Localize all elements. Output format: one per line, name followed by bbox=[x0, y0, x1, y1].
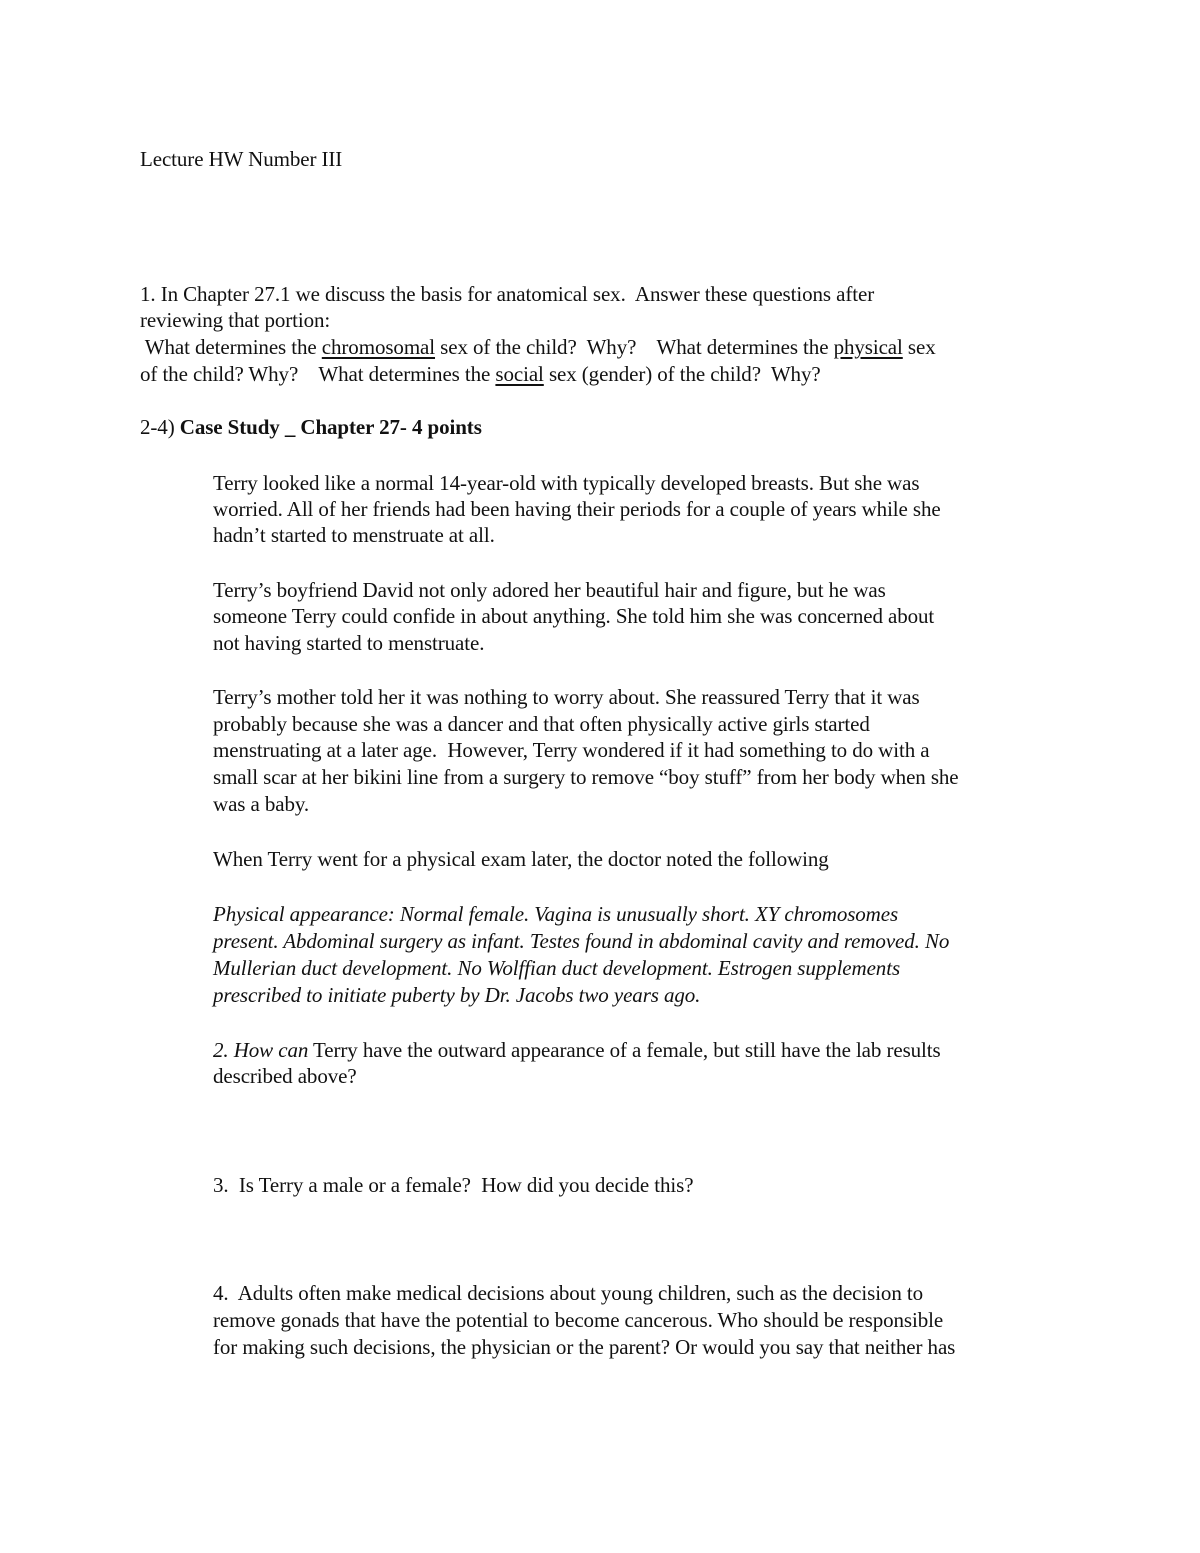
case-study-number: 2-4) bbox=[140, 415, 180, 439]
paragraph-1-line: Terry looked like a normal 14-year-old with typically developed breasts. But she was bbox=[213, 471, 920, 495]
q1-line4-text-a: of the child? Why? What determines the bbox=[140, 362, 496, 386]
social-underlined: social bbox=[495, 362, 544, 386]
paragraph-1-line: worried. All of her friends had been having their periods for a couple of years while she bbox=[213, 497, 941, 521]
question-1-line-3 bbox=[140, 334, 936, 360]
case-study-heading bbox=[140, 414, 482, 440]
question-1-line-1: 1. In Chapter 27.1 we discuss the basis for anatomical sex. Answer these questions after bbox=[140, 282, 875, 306]
doctor-notes-line: prescribed to initiate puberty by Dr. Jacobs two years ago. bbox=[213, 983, 701, 1007]
q1-line3-text-b: sex of the child? Why? What determines the bbox=[435, 335, 834, 359]
q1-line3-text-a: What determines the bbox=[140, 335, 322, 359]
question-4-line: 4. Adults often make medical decisions about young children, such as the decision to bbox=[213, 1281, 924, 1305]
paragraph-3-line: small scar at her bikini line from a surgery to remove “boy stuff” from her body when she bbox=[213, 765, 959, 789]
paragraph-3-line: menstruating at a later age. However, Terry wondered if it had something to do with a bbox=[213, 738, 930, 762]
paragraph-2-line: not having started to menstruate. bbox=[213, 631, 485, 655]
doctor-notes-line: present. Abdominal surgery as infant. Testes found in abdominal cavity and removed. No bbox=[213, 929, 950, 953]
paragraph-3-line: probably because she was a dancer and that often physically active girls started bbox=[213, 712, 870, 736]
document-title: Lecture HW Number III bbox=[140, 147, 343, 171]
paragraph-1-line: hadn’t started to menstruate at all. bbox=[213, 523, 495, 547]
chromosomal-underlined: chromosomal bbox=[321, 335, 436, 359]
q1-line3-text-c: sex bbox=[902, 335, 936, 359]
question-2-text: Terry have the outward appearance of a female, but still have the lab results bbox=[308, 1038, 941, 1062]
paragraph-4: When Terry went for a physical exam later, the doctor noted the following bbox=[213, 847, 829, 871]
physical-underlined: physical bbox=[833, 335, 903, 359]
question-4-line: for making such decisions, the physician or the parent? Or would you say that neither has bbox=[213, 1335, 956, 1359]
doctor-notes-line: Mullerian duct development. No Wolffian duct development. Estrogen supplements bbox=[213, 956, 901, 980]
paragraph-2-line: Terry’s boyfriend David not only adored her beautiful hair and figure, but he was bbox=[213, 578, 886, 602]
doctor-notes-line: Physical appearance: Normal female. Vagina is unusually short. XY chromosomes bbox=[213, 902, 899, 926]
question-2-italic: 2. How can bbox=[213, 1038, 309, 1062]
case-study-title: Case Study _ Chapter 27- 4 points bbox=[179, 415, 482, 439]
question-1-line-4 bbox=[140, 361, 821, 387]
q1-line4-text-b: sex (gender) of the child? Why? bbox=[543, 362, 821, 386]
question-2-line-1 bbox=[213, 1037, 941, 1063]
question-3: 3. Is Terry a male or a female? How did you decide this? bbox=[213, 1173, 694, 1197]
paragraph-2-line: someone Terry could confide in about anything. She told him she was concerned about bbox=[213, 604, 935, 628]
question-2-line-2: described above? bbox=[213, 1064, 357, 1088]
paragraph-3-line: Terry’s mother told her it was nothing to worry about. She reassured Terry that it was bbox=[213, 685, 920, 709]
question-4-line: remove gonads that have the potential to become cancerous. Who should be responsible bbox=[213, 1308, 944, 1332]
paragraph-3-line: was a baby. bbox=[213, 792, 310, 816]
question-1-line-2: reviewing that portion: bbox=[140, 308, 331, 332]
